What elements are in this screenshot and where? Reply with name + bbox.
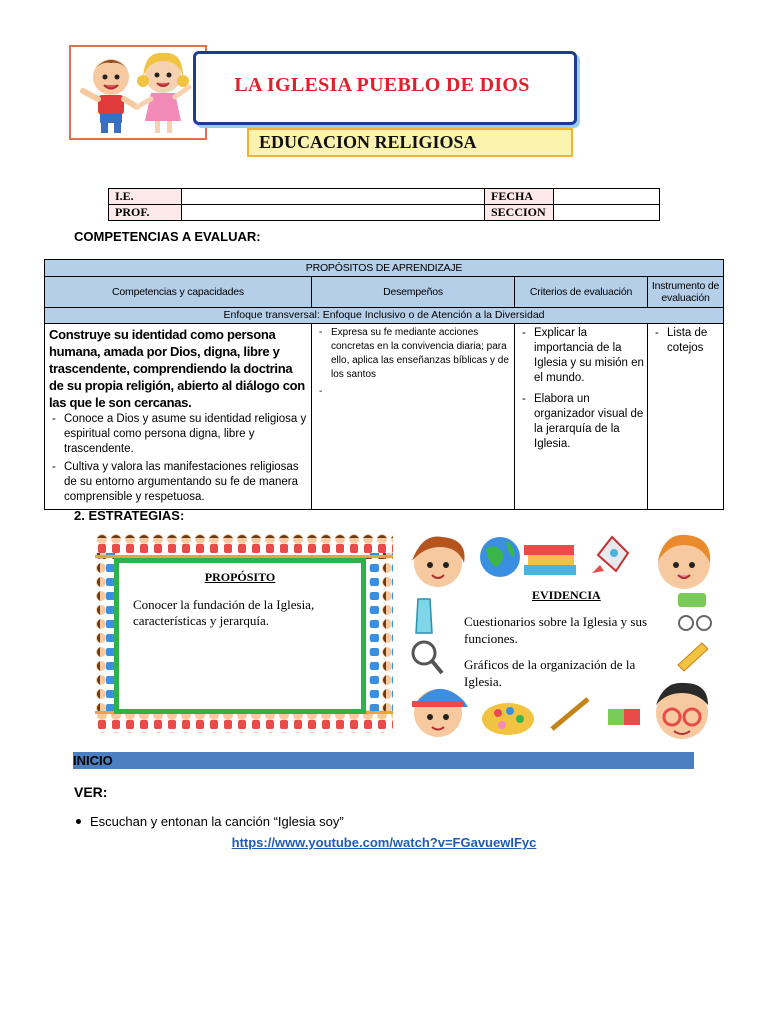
instrumento-cell <box>648 324 724 510</box>
table-caption: PROPÓSITOS DE APRENDIZAJE <box>45 260 724 277</box>
fecha-value <box>554 189 660 205</box>
list-item <box>331 385 513 399</box>
desempenos-cell <box>312 324 515 510</box>
competencia-text: Construye su identidad como persona humana, amada por Dios, digna, libre y trascendente, comprendiendo la doctrina de su propia religión, abierto al diálogo con las que le son cercanas. <box>49 327 305 410</box>
evidencia-item-1: Cuestionarios sobre la Iglesia y sus funciones. <box>464 614 648 646</box>
seccion-label: SECCION <box>485 205 554 221</box>
col-criterios: Criterios de evaluación <box>515 277 648 308</box>
bullet-icon <box>76 819 81 824</box>
list-item: - Cultiva y valora las manifestaciones religiosas de su entorno argumentando su fe de manera comprensible y respetuosa. <box>64 460 310 505</box>
ie-label: I.E. <box>109 189 182 205</box>
kids-illustration <box>69 45 207 140</box>
estrategias-heading: 2. ESTRATEGIAS: <box>74 508 185 523</box>
col-competencias: Competencias y capacidades <box>45 277 312 308</box>
list-item: - Explicar la importancia de la Iglesia y su misión en el mundo. <box>534 326 646 386</box>
proposito-text: Conocer la fundación de la Iglesia, características y jerarquía. <box>133 597 315 628</box>
page-title: LA IGLESIA PUEBLO DE DIOS <box>234 73 530 96</box>
ver-list-item <box>74 814 344 829</box>
inicio-bar: INICIO <box>73 752 694 769</box>
enfoque-row: Enfoque transversal: Enfoque Inclusivo o de Atención a la Diversidad <box>45 308 724 324</box>
list-item: - Lista de cotejos <box>667 326 722 356</box>
ie-value <box>182 189 485 205</box>
ver-heading: VER: <box>74 784 108 800</box>
col-instrumento: Instrumento de evaluación <box>648 277 724 308</box>
competencias-heading: COMPETENCIAS A EVALUAR: <box>74 229 261 244</box>
instrumento-list <box>649 326 722 356</box>
list-item: - Expresa su fe mediante acciones concretas en la convivencia diaria; para ello, aplica las enseñanzas bíblicas y de los santos <box>331 326 513 382</box>
evidencia-item-2: Gráficos de la organización de la Iglesia. <box>464 657 636 689</box>
criterios-list <box>516 326 646 452</box>
proposito-title: PROPÓSITO <box>204 570 276 584</box>
criterios-cell <box>515 324 648 510</box>
subject-banner: EDUCACION RELIGIOSA <box>247 128 573 157</box>
capacidades-list <box>46 412 310 505</box>
ver-item-text: Escuchan y entonan la canción “Iglesia soy” <box>90 814 344 829</box>
prof-label: PROF. <box>109 205 182 221</box>
desempenos-list <box>313 326 513 399</box>
evidencia-title: EVIDENCIA <box>532 588 601 602</box>
fecha-label: FECHA <box>485 189 554 205</box>
col-desempenos: Desempeños <box>312 277 515 308</box>
list-item: - Elabora un organizador visual de la jerarquía de la Iglesia. <box>534 392 646 452</box>
youtube-link[interactable]: https://www.youtube.com/watch?v=FGavuewIFyc <box>231 835 537 850</box>
competencia-cell <box>45 324 312 510</box>
info-table <box>108 188 660 221</box>
list-item: - Conoce a Dios y asume su identidad religiosa y espiritual como persona digna, libre y trascendente. <box>64 412 310 457</box>
seccion-value <box>554 205 660 221</box>
prof-value <box>182 205 485 221</box>
learning-purposes-table <box>44 259 724 510</box>
